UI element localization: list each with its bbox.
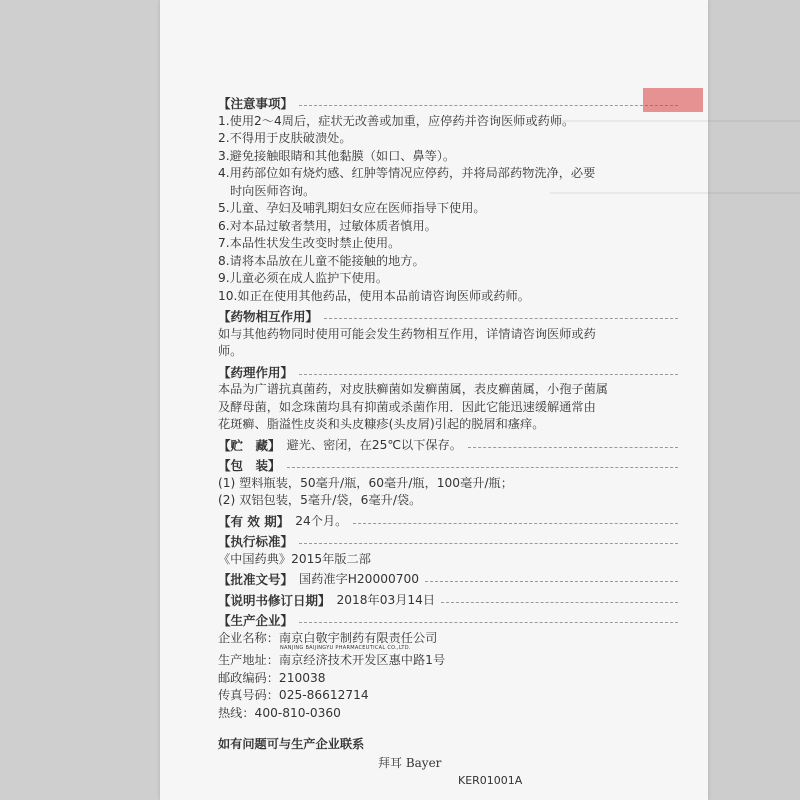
precaution-item: 2.不得用于皮肤破溃处。 — [218, 131, 352, 145]
approval-heading: 【批准文号】 — [218, 572, 294, 587]
revision-value: 2018年03月14日 — [336, 592, 436, 607]
pharmacology-heading: 【药理作用】 — [218, 364, 294, 380]
manufacturer-fax: 传真号码：025-86612714 — [218, 688, 369, 702]
divider — [468, 447, 678, 448]
contact-note: 如有问题可与生产企业联系 — [218, 737, 365, 751]
shelf-life-section — [218, 513, 678, 531]
manufacturer-name: 企业名称：南京白敬宇制药有限责任公司 — [218, 630, 438, 645]
divider — [287, 467, 678, 468]
standard-heading: 【执行标准】 — [218, 534, 294, 549]
divider — [353, 523, 678, 524]
pharmacology-section — [218, 364, 678, 434]
precaution-item: 1.使用2～4周后，症状无改善或加重，应停药并咨询医师或药师。 — [218, 113, 575, 128]
approval-section — [218, 571, 678, 589]
shelf-life-value: 24个月。 — [295, 513, 348, 528]
manufacturer-postcode: 邮政编码：210038 — [218, 670, 326, 685]
manufacturer-heading: 【生产企业】 — [218, 613, 294, 628]
packaging-heading: 【包 装】 — [218, 458, 281, 473]
precaution-item: 时向医师咨询。 — [230, 183, 316, 198]
package-edge-tab — [643, 88, 703, 112]
interactions-text: 如与其他药物同时使用可能会发生药物相互作用，详情请咨询医师或药 — [218, 326, 596, 341]
divider — [324, 318, 678, 319]
precaution-item: 10.如正在使用其他药品，使用本品前请咨询医师或药师。 — [218, 288, 530, 303]
storage-section — [218, 437, 678, 455]
divider — [299, 374, 678, 375]
packaging-line: (2) 双铝包装，5毫升/袋，6毫升/袋。 — [218, 493, 422, 507]
pharmacology-text: 本品为广谱抗真菌药，对皮肤癣菌如发癣菌属，表皮癣菌属，小孢子菌属 — [218, 382, 608, 396]
precautions-section — [218, 95, 678, 305]
manufacturer-hotline: 热线：400-810-0360 — [218, 705, 341, 720]
precaution-item: 8.请将本品放在儿童不能接触的地方。 — [218, 253, 425, 268]
document-code: KER01001A — [458, 774, 523, 787]
manufacturer-section — [218, 612, 678, 722]
divider — [299, 622, 678, 623]
precaution-item: 6.对本品过敏者禁用，过敏体质者慎用。 — [218, 218, 437, 233]
precaution-item: 4.用药部位如有烧灼感、红肿等情况应停药，并将局部药物洗净，必要 — [218, 166, 596, 180]
leaflet-sheet — [160, 0, 708, 800]
pharmacology-text: 及酵母菌，如念珠菌均具有抑菌或杀菌作用．因此它能迅速缓解通常由 — [218, 399, 596, 414]
precaution-item: 9.儿童必须在成人监护下使用。 — [218, 271, 389, 285]
precaution-item: 3.避免接触眼睛和其他黏膜（如口、鼻等）。 — [218, 148, 456, 163]
interactions-text: 师。 — [218, 344, 243, 358]
revision-heading: 【说明书修订日期】 — [218, 592, 331, 608]
approval-value: 国药准字H20000700 — [299, 572, 419, 586]
storage-value: 避光、密闭，在25℃以下保存。 — [286, 437, 462, 452]
revision-section — [218, 592, 678, 610]
divider — [441, 602, 678, 603]
background-left — [0, 0, 170, 800]
standard-section — [218, 533, 678, 568]
precaution-item: 7.本品性状发生改变时禁止使用。 — [218, 236, 401, 250]
manufacturer-name-en: NANJING BAIJINGYU PHARMACEUTICAL CO.,LTD. — [280, 645, 411, 651]
divider — [425, 581, 678, 582]
precautions-heading: 【注意事项】 — [218, 96, 294, 111]
brand-signature: 拜耳 Bayer — [378, 756, 442, 770]
manufacturer-address: 生产地址：南京经济技术开发区惠中路1号 — [218, 653, 446, 667]
leaflet-content — [218, 95, 678, 754]
standard-value: 《中国药典》2015年版二部 — [218, 551, 371, 566]
precaution-item: 5.儿童、孕妇及哺乳期妇女应在医师指导下使用。 — [218, 201, 486, 215]
pharmacology-text: 花斑癣、脂溢性皮炎和头皮糠疹(头皮屑)引起的脱屑和瘙痒。 — [218, 417, 545, 431]
divider — [299, 105, 678, 106]
packaging-line: (1) 塑料瓶装，50毫升/瓶，60毫升/瓶，100毫升/瓶； — [218, 475, 513, 490]
packaging-section — [218, 457, 678, 510]
divider — [299, 543, 678, 544]
interactions-heading: 【药物相互作用】 — [218, 309, 319, 324]
storage-heading: 【贮 藏】 — [218, 437, 281, 453]
shelf-life-heading: 【有 效 期】 — [218, 513, 290, 529]
interactions-section — [218, 308, 678, 361]
